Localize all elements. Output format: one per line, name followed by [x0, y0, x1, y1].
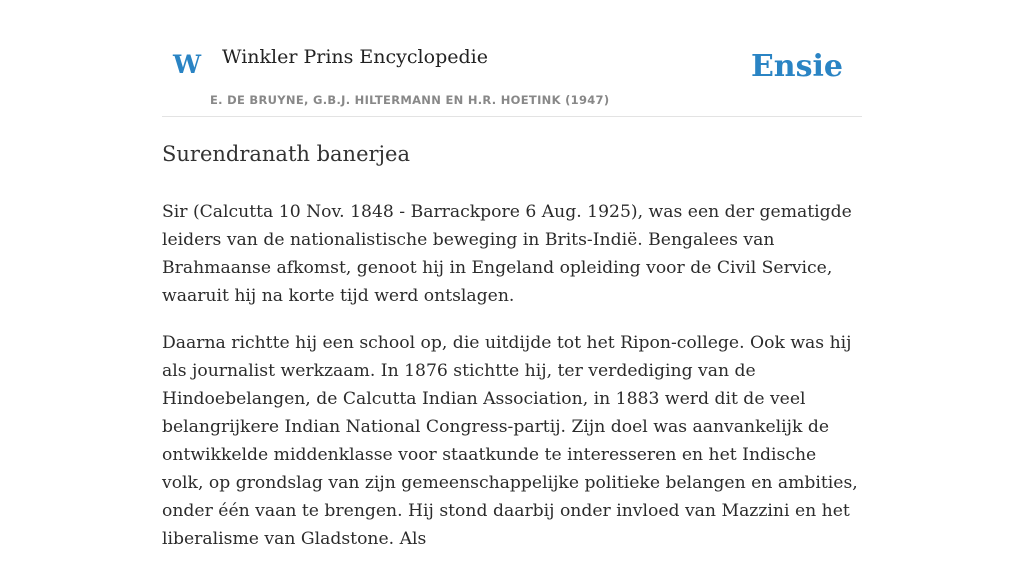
publication-authors: E. DE BRUYNE, G.B.J. HILTERMANN EN H.R. HOETINK (1947) [210, 93, 610, 107]
article-title: Surendranath banerjea [162, 142, 411, 166]
article [162, 138, 862, 572]
article-paragraph: Sir (Calcutta 10 Nov. 1848 - Barrackpore 6 Aug. 1925), was een der gematigde leiders van de nationalistische beweging in Brits-Indië. Bengalees van Brahmaanse afkomst, genoot hij in Engeland opleiding voor de Civil Service, waaruit hij na korte tijd werd ontslagen. [162, 201, 852, 306]
publication-logo-icon[interactable]: W [173, 50, 202, 79]
header [162, 0, 862, 117]
brand-logo-link[interactable]: Ensie [750, 49, 843, 84]
publication-title-link[interactable]: Winkler Prins Encyclopedie [222, 46, 488, 68]
article-paragraph: Daarna richtte hij een school op, die uitdijde tot het Ripon-college. Ook was hij als journalist werkzaam. In 1876 stichtte hij, ter verdediging van de Hindoebelangen, de Calcutta Indian Association, in 1883 werd dit de veel belangrijkere Indian National Congress-partij. Zijn doel was aanvankelijk de ontwikkelde middenklasse voor staatkunde te interesseren en het Indische volk, op grondslag van zijn gemeenschappelijke politieke belangen en ambities, onder één vaan te brengen. Hij stond daarbij onder invloed van Mazzini en het liberalisme van Gladstone. Als [162, 332, 858, 549]
